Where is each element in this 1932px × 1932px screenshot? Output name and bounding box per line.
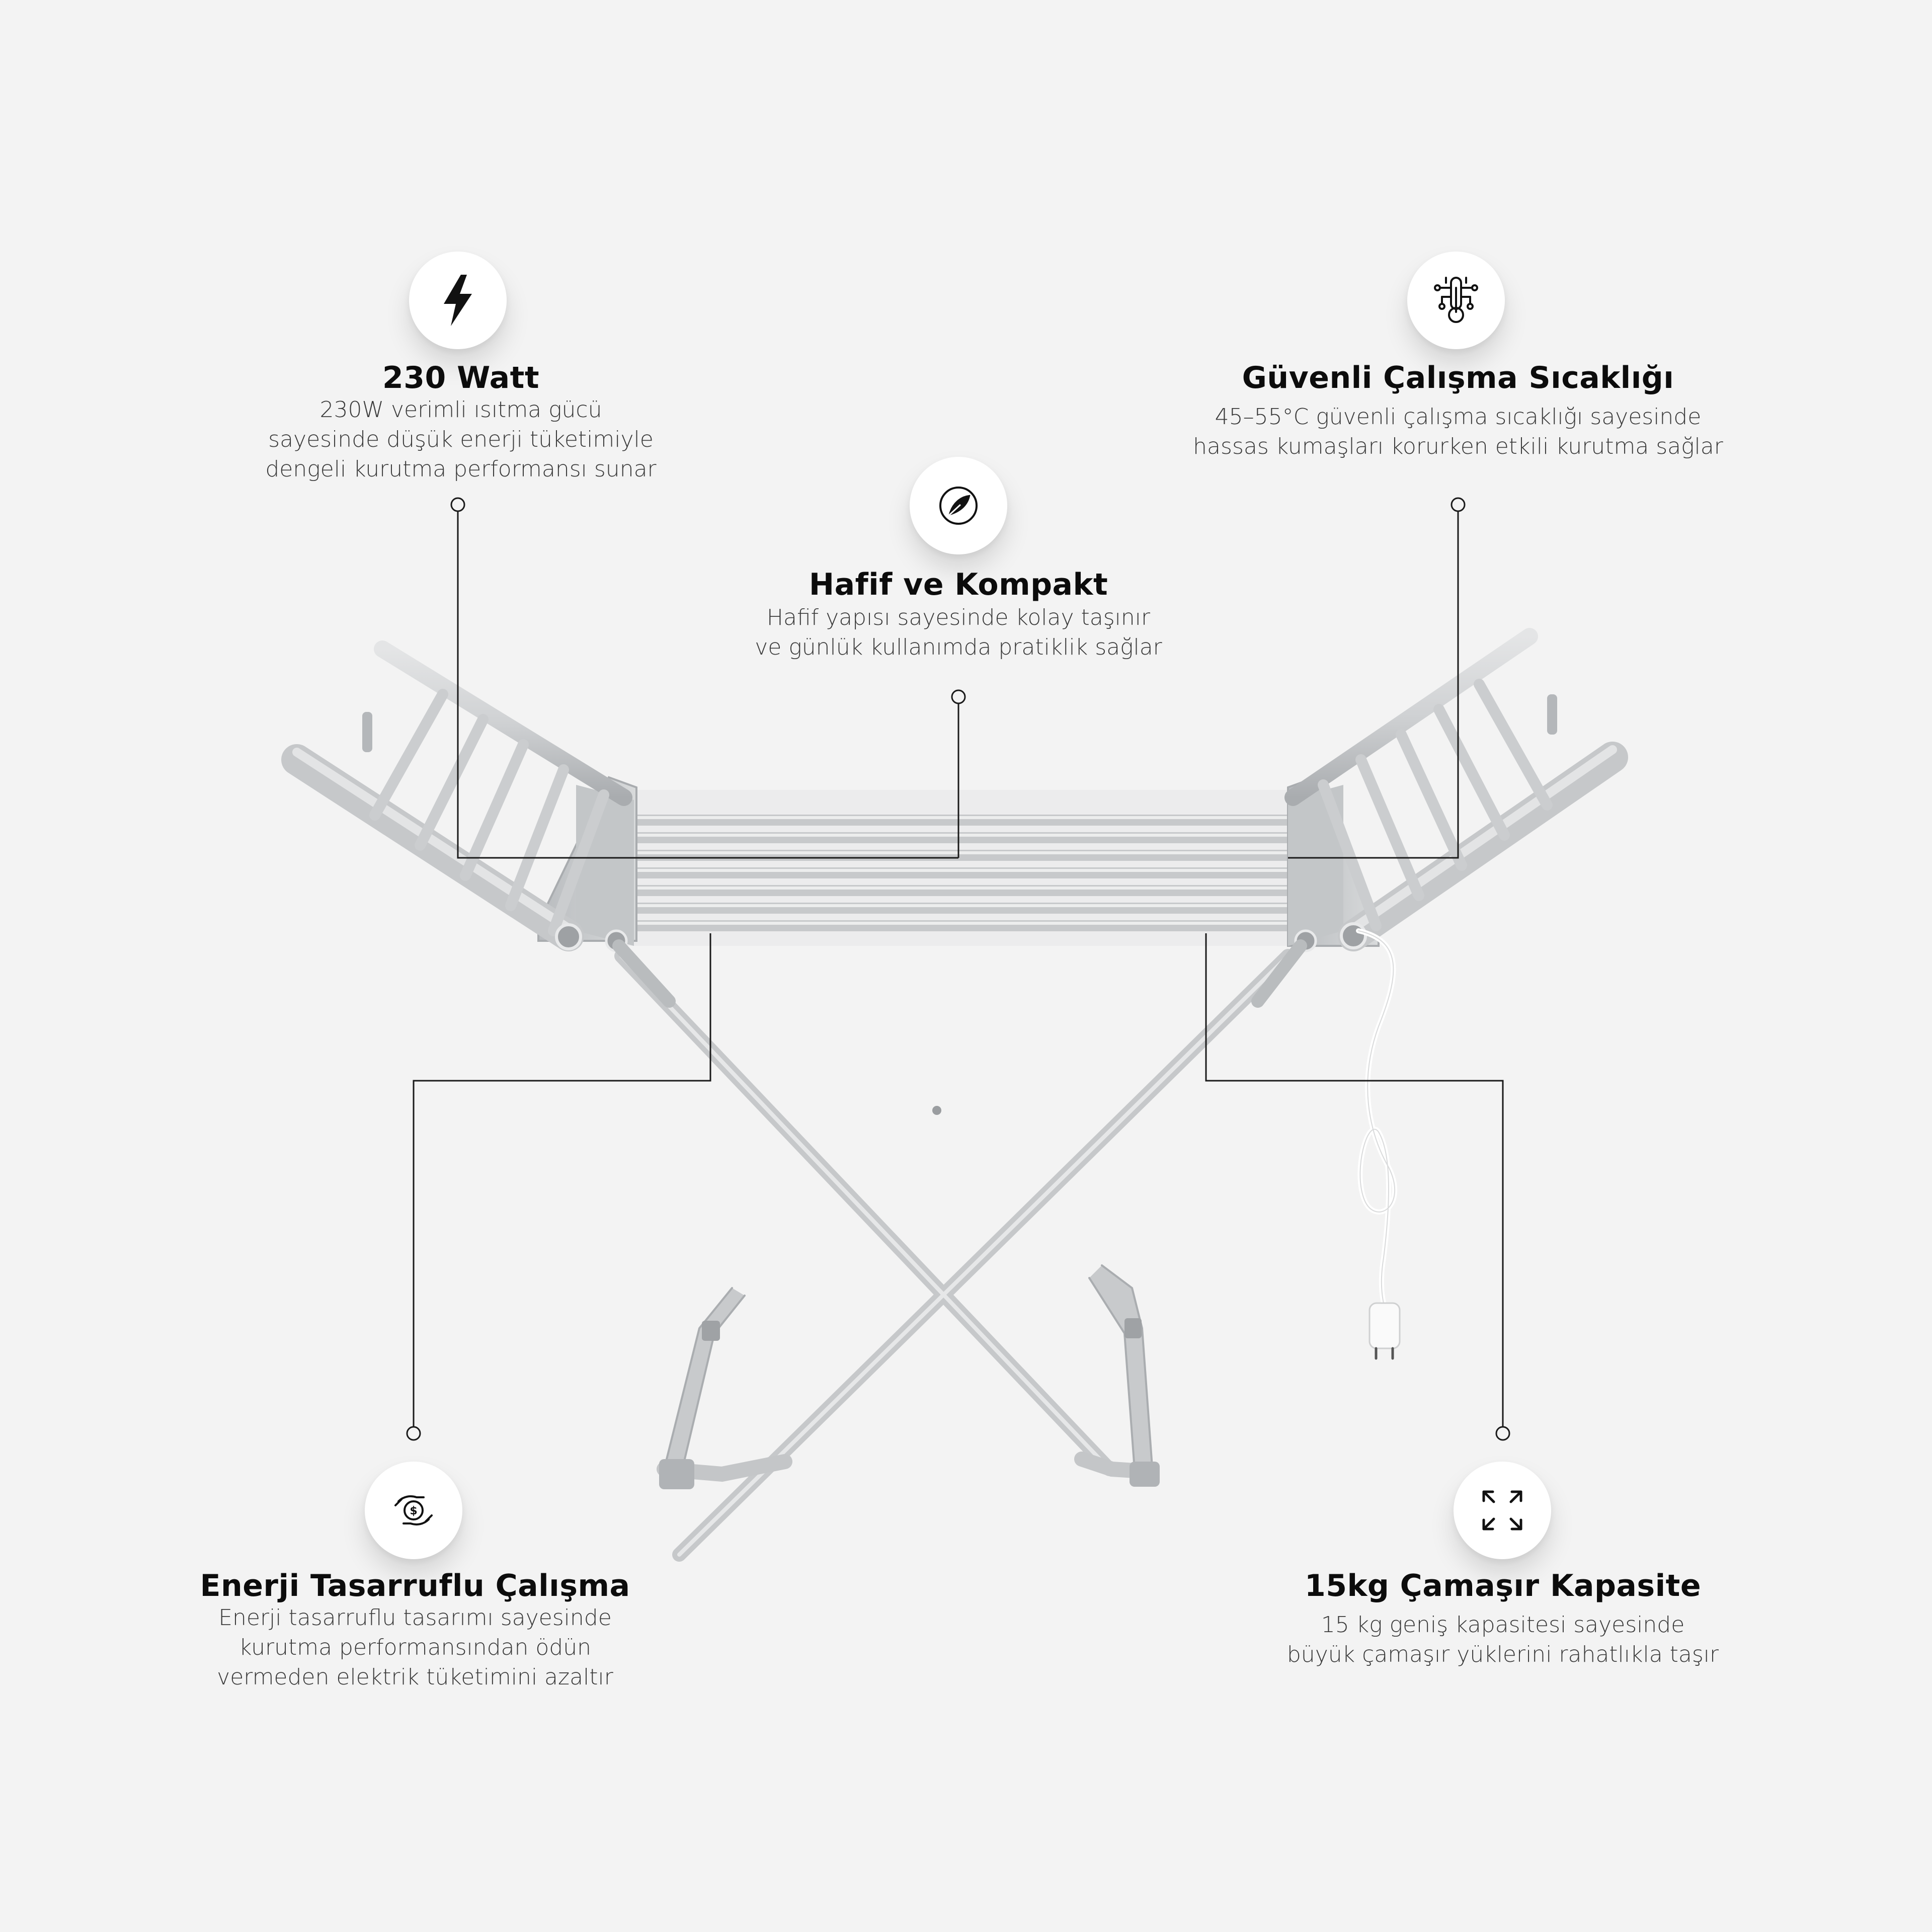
- description-line: dengeli kurutma performansı sunar: [265, 456, 657, 482]
- temperature-feature-title: Güvenli Çalışma Sıcaklığı: [1242, 360, 1674, 395]
- lightweight-feature-title: Hafif ve Kompakt: [809, 567, 1108, 602]
- svg-text:$: $: [410, 1505, 418, 1517]
- energy-feature-icon-badge: [365, 1462, 462, 1559]
- energy-feature-description: [217, 1603, 613, 1692]
- description-line: Hafif yapısı sayesinde kolay taşınır: [766, 605, 1151, 630]
- energy-feature-title: Enerji Tasarruflu Çalışma: [200, 1568, 630, 1603]
- power-feature-description: [265, 395, 656, 484]
- foot-left: [664, 1288, 745, 1472]
- capacity-feature-title: 15kg Çamaşır Kapasite: [1304, 1568, 1702, 1603]
- lightweight-feature-icon-badge: [910, 457, 1007, 554]
- feather-icon: [936, 483, 981, 528]
- power-feature-title: 230 Watt: [382, 360, 540, 395]
- capacity-feature-icon-badge: [1454, 1462, 1551, 1559]
- description-line: 45–55°C güvenli çalışma sıcaklığı sayesinde: [1215, 404, 1702, 430]
- power-feature-icon-badge: [409, 252, 507, 349]
- lightweight-feature-description: [755, 603, 1162, 662]
- description-line: kurutma performansından ödün: [238, 1635, 592, 1660]
- description-line: büyük çamaşır yüklerini rahatlıkla taşır: [1286, 1642, 1719, 1667]
- thermometer-circuit-icon: [1431, 273, 1481, 328]
- foot-right: [1089, 1265, 1152, 1469]
- rack-left-wing: [297, 649, 669, 1001]
- energy-saving-hand-coin-icon: [388, 1485, 439, 1536]
- lightning-bolt-icon: [438, 273, 478, 328]
- rack-legs: [621, 956, 1288, 1555]
- temperature-feature-description: [1193, 402, 1723, 461]
- description-line: sayesinde düşük enerji tüketimiyle: [268, 427, 654, 452]
- expand-arrows-icon: [1480, 1488, 1525, 1533]
- rack-center-bars: [606, 790, 1308, 946]
- description-line: Enerji tasarruflu tasarımı sayesinde: [218, 1605, 612, 1631]
- description-line: ve günlük kullanımda pratiklik sağlar: [755, 634, 1162, 660]
- rack-right-wing: [1258, 636, 1613, 1001]
- description-line: 230W verimli ısıtma gücü: [319, 397, 602, 423]
- power-cable: [1358, 931, 1400, 1358]
- power-plug: [1370, 1303, 1400, 1348]
- description-line: vermeden elektrik tüketimini azaltır: [217, 1664, 613, 1690]
- description-line: hassas kumaşları korurken etkili kurutma sağlar: [1193, 434, 1723, 459]
- description-line: 15 kg geniş kapasitesi sayesinde: [1321, 1612, 1685, 1638]
- temperature-feature-icon-badge: [1407, 252, 1505, 349]
- capacity-feature-description: [1287, 1610, 1719, 1669]
